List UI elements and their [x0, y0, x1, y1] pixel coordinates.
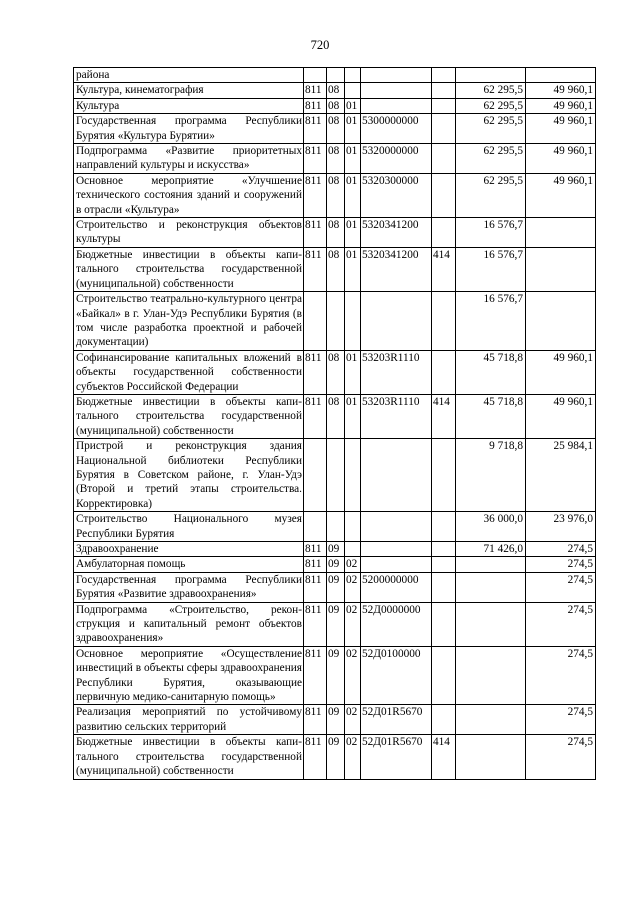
amount-year-2-cell: [526, 247, 596, 291]
amount-year-1-cell: [456, 557, 526, 572]
amount-year-2-cell: 274,5: [526, 572, 596, 602]
expense-name-cell: Бюджетные инвестиции в объекты капитального строительства государственной (муниципальной) собственности: [74, 394, 304, 438]
table-row: [74, 247, 596, 291]
amount-year-2-cell: 49 960,1: [526, 173, 596, 217]
target-article-cell: [361, 68, 432, 83]
target-article-cell: [361, 512, 432, 542]
table-row: [74, 114, 596, 144]
subsection-code-cell: [345, 292, 361, 351]
expense-name-cell: Софинансирование капитальных вложений в объекты государственной собственности субъектов Российской Федерации: [74, 350, 304, 394]
table-row: [74, 394, 596, 438]
ministry-code-cell: 811: [304, 350, 327, 394]
section-code-cell: [327, 292, 345, 351]
amount-year-1-cell: 71 426,0: [456, 542, 526, 557]
table-row: [74, 602, 596, 646]
expense-name-cell: Подпрограмма «Развитие приоритетных направлений культуры и искусства»: [74, 144, 304, 174]
target-article-cell: 5320000000: [361, 144, 432, 174]
table-row: [74, 83, 596, 98]
amount-year-2-cell: 274,5: [526, 602, 596, 646]
subsection-code-cell: 02: [345, 572, 361, 602]
amount-year-2-cell: 49 960,1: [526, 350, 596, 394]
expense-type-cell: [432, 173, 456, 217]
expense-name-cell: Основное мероприятие «Осуществление инвестиций в объекты сферы здравоохранения Республики Бурятия, оказывающие первичную медико-санитарную помощь»: [74, 646, 304, 705]
expense-type-cell: 414: [432, 735, 456, 779]
table-row: [74, 292, 596, 351]
target-article-cell: [361, 83, 432, 98]
expense-type-cell: [432, 557, 456, 572]
target-article-cell: 5320300000: [361, 173, 432, 217]
amount-year-2-cell: 23 976,0: [526, 512, 596, 542]
table-row: [74, 439, 596, 512]
subsection-code-cell: 01: [345, 173, 361, 217]
ministry-code-cell: 811: [304, 542, 327, 557]
amount-year-1-cell: [456, 646, 526, 705]
amount-year-2-cell: [526, 218, 596, 248]
expense-type-cell: [432, 98, 456, 113]
expense-name-cell: Основное мероприятие «Улучшение технического состояния зданий и сооружений в отрасли «Культура»: [74, 173, 304, 217]
subsection-code-cell: [345, 542, 361, 557]
amount-year-2-cell: 49 960,1: [526, 394, 596, 438]
ministry-code-cell: 811: [304, 394, 327, 438]
target-article-cell: 5300000000: [361, 114, 432, 144]
subsection-code-cell: 01: [345, 350, 361, 394]
expense-name-cell: Культура, кинематография: [74, 83, 304, 98]
expense-type-cell: 414: [432, 247, 456, 291]
section-code-cell: 08: [327, 218, 345, 248]
page-number: 720: [310, 38, 330, 52]
expense-name-cell: Строительство и реконструкция объектов культуры: [74, 218, 304, 248]
expense-name-cell: Амбулаторная помощь: [74, 557, 304, 572]
expense-name-cell: Культура: [74, 98, 304, 113]
table-row: [74, 572, 596, 602]
amount-year-2-cell: 49 960,1: [526, 98, 596, 113]
target-article-cell: 52Д01R5670: [361, 735, 432, 779]
amount-year-2-cell: 49 960,1: [526, 83, 596, 98]
ministry-code-cell: 811: [304, 572, 327, 602]
expense-name-cell: Подпрограмма «Строительство, реконструкция и капитальный ремонт объектов здравоохранения»: [74, 602, 304, 646]
target-article-cell: 52Д0000000: [361, 602, 432, 646]
subsection-code-cell: 02: [345, 646, 361, 705]
target-article-cell: [361, 439, 432, 512]
expense-type-cell: [432, 705, 456, 735]
target-article-cell: 5320341200: [361, 218, 432, 248]
target-article-cell: [361, 557, 432, 572]
subsection-code-cell: 02: [345, 602, 361, 646]
target-article-cell: 52Д01R5670: [361, 705, 432, 735]
section-code-cell: 09: [327, 735, 345, 779]
ministry-code-cell: [304, 292, 327, 351]
section-code-cell: [327, 512, 345, 542]
ministry-code-cell: 811: [304, 646, 327, 705]
amount-year-1-cell: 45 718,8: [456, 394, 526, 438]
amount-year-2-cell: [526, 68, 596, 83]
amount-year-2-cell: 49 960,1: [526, 114, 596, 144]
subsection-code-cell: 02: [345, 735, 361, 779]
expense-type-cell: [432, 350, 456, 394]
subsection-code-cell: 01: [345, 114, 361, 144]
amount-year-2-cell: 274,5: [526, 735, 596, 779]
amount-year-1-cell: [456, 735, 526, 779]
amount-year-1-cell: [456, 68, 526, 83]
subsection-code-cell: [345, 68, 361, 83]
amount-year-1-cell: 45 718,8: [456, 350, 526, 394]
amount-year-1-cell: 62 295,5: [456, 144, 526, 174]
table-row: [74, 646, 596, 705]
section-code-cell: 09: [327, 557, 345, 572]
amount-year-1-cell: [456, 705, 526, 735]
subsection-code-cell: 01: [345, 247, 361, 291]
amount-year-1-cell: 9 718,8: [456, 439, 526, 512]
target-article-cell: 53203R1110: [361, 350, 432, 394]
amount-year-2-cell: 274,5: [526, 646, 596, 705]
expense-type-cell: [432, 144, 456, 174]
subsection-code-cell: 02: [345, 705, 361, 735]
amount-year-2-cell: 25 984,1: [526, 439, 596, 512]
ministry-code-cell: 811: [304, 735, 327, 779]
table-row: [74, 68, 596, 83]
ministry-code-cell: 811: [304, 705, 327, 735]
amount-year-1-cell: [456, 602, 526, 646]
amount-year-1-cell: 16 576,7: [456, 247, 526, 291]
expense-name-cell: Здравоохранение: [74, 542, 304, 557]
amount-year-2-cell: 49 960,1: [526, 144, 596, 174]
ministry-code-cell: 811: [304, 218, 327, 248]
expense-type-cell: [432, 68, 456, 83]
subsection-code-cell: 01: [345, 218, 361, 248]
expense-type-cell: [432, 218, 456, 248]
ministry-code-cell: 811: [304, 144, 327, 174]
expense-name-cell: района: [74, 68, 304, 83]
subsection-code-cell: [345, 512, 361, 542]
amount-year-1-cell: 62 295,5: [456, 98, 526, 113]
section-code-cell: 08: [327, 144, 345, 174]
amount-year-1-cell: [456, 572, 526, 602]
subsection-code-cell: [345, 439, 361, 512]
ministry-code-cell: 811: [304, 602, 327, 646]
amount-year-1-cell: 36 000,0: [456, 512, 526, 542]
ministry-code-cell: 811: [304, 98, 327, 113]
table-row: [74, 144, 596, 174]
expense-type-cell: [432, 572, 456, 602]
table-row: [74, 350, 596, 394]
expense-name-cell: Государственная программа Республики Бурятия «Культура Бурятии»: [74, 114, 304, 144]
target-article-cell: [361, 292, 432, 351]
section-code-cell: 08: [327, 350, 345, 394]
section-code-cell: 08: [327, 98, 345, 113]
amount-year-2-cell: 274,5: [526, 705, 596, 735]
subsection-code-cell: [345, 83, 361, 98]
amount-year-2-cell: 274,5: [526, 557, 596, 572]
expense-name-cell: Пристрой и реконструкция здания Национальной библиотеки Республики Бурятия в Советском районе, г. Улан-Удэ (Второй и третий этапы строительства. Корректировка): [74, 439, 304, 512]
section-code-cell: 09: [327, 542, 345, 557]
expense-name-cell: Строительство Национального музея Республики Бурятия: [74, 512, 304, 542]
amount-year-2-cell: [526, 292, 596, 351]
section-code-cell: 08: [327, 173, 345, 217]
target-article-cell: 53203R1110: [361, 394, 432, 438]
table-row: [74, 542, 596, 557]
table-row: [74, 705, 596, 735]
subsection-code-cell: 02: [345, 557, 361, 572]
ministry-code-cell: [304, 512, 327, 542]
section-code-cell: 08: [327, 114, 345, 144]
subsection-code-cell: 01: [345, 98, 361, 113]
ministry-code-cell: 811: [304, 173, 327, 217]
expense-name-cell: Бюджетные инвестиции в объекты капитального строительства государственной (муниципальной) собственности: [74, 735, 304, 779]
section-code-cell: 09: [327, 572, 345, 602]
table-row: [74, 557, 596, 572]
ministry-code-cell: 811: [304, 247, 327, 291]
table-row: [74, 512, 596, 542]
target-article-cell: 5200000000: [361, 572, 432, 602]
ministry-code-cell: [304, 439, 327, 512]
ministry-code-cell: 811: [304, 114, 327, 144]
expense-type-cell: [432, 83, 456, 98]
expense-name-cell: Реализация мероприятий по устойчивому развитию сельских территорий: [74, 705, 304, 735]
amount-year-1-cell: 62 295,5: [456, 114, 526, 144]
table-row: [74, 218, 596, 248]
expense-type-cell: [432, 292, 456, 351]
section-code-cell: 09: [327, 646, 345, 705]
target-article-cell: [361, 98, 432, 113]
expense-name-cell: Бюджетные инвестиции в объекты капитального строительства государственной (муниципальной) собственности: [74, 247, 304, 291]
expense-type-cell: [432, 439, 456, 512]
subsection-code-cell: 01: [345, 394, 361, 438]
target-article-cell: 52Д0100000: [361, 646, 432, 705]
amount-year-1-cell: 16 576,7: [456, 218, 526, 248]
section-code-cell: 08: [327, 83, 345, 98]
expense-type-cell: 414: [432, 394, 456, 438]
ministry-code-cell: 811: [304, 557, 327, 572]
subsection-code-cell: 01: [345, 144, 361, 174]
section-code-cell: 08: [327, 394, 345, 438]
table-row: [74, 735, 596, 779]
ministry-code-cell: 811: [304, 83, 327, 98]
expense-type-cell: [432, 602, 456, 646]
section-code-cell: [327, 439, 345, 512]
expense-type-cell: [432, 512, 456, 542]
target-article-cell: [361, 542, 432, 557]
section-code-cell: 09: [327, 602, 345, 646]
expense-type-cell: [432, 646, 456, 705]
expense-name-cell: Государственная программа Республики Бурятия «Развитие здравоохранения»: [74, 572, 304, 602]
table-row: [74, 173, 596, 217]
section-code-cell: [327, 68, 345, 83]
amount-year-1-cell: 62 295,5: [456, 83, 526, 98]
expense-type-cell: [432, 542, 456, 557]
ministry-code-cell: [304, 68, 327, 83]
expense-type-cell: [432, 114, 456, 144]
amount-year-1-cell: 16 576,7: [456, 292, 526, 351]
amount-year-1-cell: 62 295,5: [456, 173, 526, 217]
table-row: [74, 98, 596, 113]
section-code-cell: 08: [327, 247, 345, 291]
expense-name-cell: Строительство театрально-культурного центра «Байкал» в г. Улан-Удэ Республики Бурятия (в том числе разработка проектной и рабочей документации): [74, 292, 304, 351]
section-code-cell: 09: [327, 705, 345, 735]
amount-year-2-cell: 274,5: [526, 542, 596, 557]
budget-table: [73, 67, 596, 780]
target-article-cell: 5320341200: [361, 247, 432, 291]
